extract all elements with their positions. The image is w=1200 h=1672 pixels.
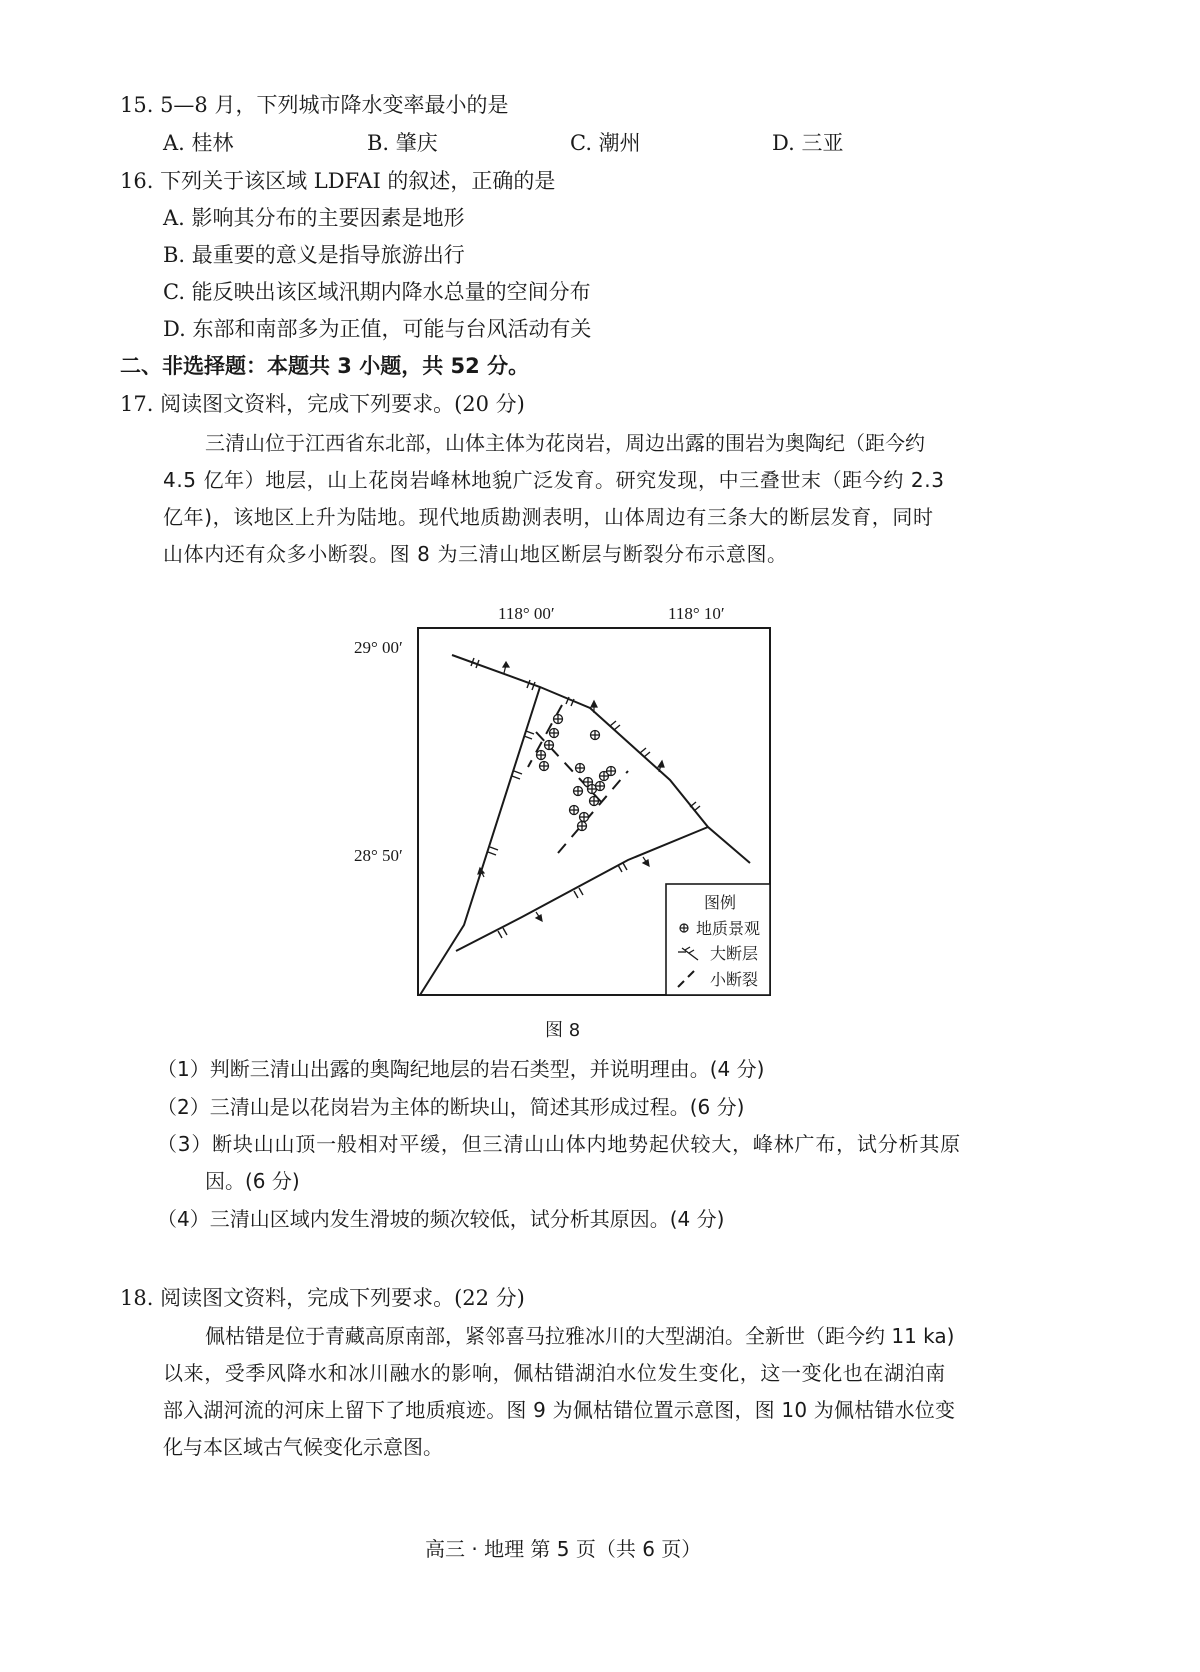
legend-landscape-label: 地质景观 xyxy=(696,919,761,938)
q18-para-line-4: 化与本区域古气候变化示意图。 xyxy=(163,1435,443,1459)
small-fractures xyxy=(528,705,628,853)
q17-para-line-4: 山体内还有众多小断裂。图 8 为三清山地区断层与断裂分布示意图。 xyxy=(163,542,788,566)
figure-8-caption: 图 8 xyxy=(545,1020,581,1041)
landscape-marker xyxy=(540,762,549,771)
page-footer: 高三 · 地理 第 5 页（共 6 页） xyxy=(425,1537,702,1561)
q17-para-line-1: 三清山位于江西省东北部，山体主体为花岗岩，周边出露的围岩为奥陶纪（距今约 xyxy=(205,431,925,455)
landscape-marker xyxy=(550,729,559,738)
figure-8-map xyxy=(340,595,780,1015)
lat-label-29-00: 29° 00′ xyxy=(354,638,403,657)
section-heading: 二、非选择题：本题共 3 小题，共 52 分。 xyxy=(120,354,530,378)
landscape-marker xyxy=(580,813,589,822)
q18-para-line-2: 以来，受季风降水和冰川融水的影响，佩枯错湖泊水位发生变化，这一变化也在湖泊南 xyxy=(163,1361,946,1385)
q18-stem: 18. 阅读图文资料，完成下列要求。(22 分) xyxy=(120,1286,525,1310)
legend-fracture-label: 小断裂 xyxy=(710,970,759,989)
q17-sub-2: （2）三清山是以花岗岩为主体的断块山，简述其形成过程。(6 分) xyxy=(157,1095,745,1119)
landscape-marker xyxy=(574,787,583,796)
q17-sub-1: （1）判断三清山出露的奥陶纪地层的岩石类型，并说明理由。(4 分) xyxy=(157,1057,765,1081)
landscape-marker xyxy=(590,797,599,806)
landscape-marker xyxy=(578,822,587,831)
legend-landscape-icon xyxy=(680,924,688,932)
q17-para-line-2: 4.5 亿年）地层，山上花岗岩峰林地貌广泛发育。研究发现，中三叠世末（距今约 2.3 xyxy=(163,468,945,492)
q15-stem: 15. 5—8 月，下列城市降水变率最小的是 xyxy=(120,93,509,117)
landscape-marker xyxy=(545,741,554,750)
q17-sub-3-cont: 因。(6 分) xyxy=(205,1169,300,1193)
q17-sub-4: （4）三清山区域内发生滑坡的频次较低，试分析其原因。(4 分) xyxy=(157,1207,725,1231)
lat-label-28-50: 28° 50′ xyxy=(354,846,403,865)
q16-stem: 16. 下列关于该区域 LDFAI 的叙述，正确的是 xyxy=(120,169,556,193)
legend-fault-label: 大断层 xyxy=(710,944,759,963)
q18-para-line-1: 佩枯错是位于青藏高原南部，紧邻喜马拉雅冰川的大型湖泊。全新世（距今约 11 ka) xyxy=(205,1324,955,1348)
lon-label-118-10: 118° 10′ xyxy=(668,604,725,623)
q16-option-a: A. 影响其分布的主要因素是地形 xyxy=(163,206,465,230)
landscape-marker xyxy=(554,715,563,724)
fault-north xyxy=(452,655,750,863)
q15-option-c: C. 潮州 xyxy=(570,131,641,155)
q17-para-line-3: 亿年)，该地区上升为陆地。现代地质勘测表明，山体周边有三条大的断层发育，同时 xyxy=(163,505,934,529)
landscape-marker xyxy=(596,782,605,791)
q15-option-a: A. 桂林 xyxy=(163,131,234,155)
fault-west xyxy=(420,687,540,995)
q18-para-line-3: 部入湖河流的河床上留下了地质痕迹。图 9 为佩枯错位置示意图，图 10 为佩枯错水位变 xyxy=(163,1398,956,1422)
landscape-marker xyxy=(537,751,546,760)
landscape-marker xyxy=(607,767,616,776)
q16-option-d: D. 东部和南部多为正值，可能与台风活动有关 xyxy=(163,317,592,341)
q15-option-d: D. 三亚 xyxy=(772,131,844,155)
landscape-marker xyxy=(570,806,579,815)
legend-title: 图例 xyxy=(704,893,737,912)
landscape-marker xyxy=(591,731,600,740)
q17-sub-3: （3）断块山山顶一般相对平缓，但三清山山体内地势起伏较大，峰林广布，试分析其原 xyxy=(157,1132,961,1156)
map-legend xyxy=(666,884,770,995)
lon-label-118-00: 118° 00′ xyxy=(498,604,555,623)
q16-option-c: C. 能反映出该区域汛期内降水总量的空间分布 xyxy=(163,280,591,304)
landscape-marker xyxy=(576,764,585,773)
q16-option-b: B. 最重要的意义是指导旅游出行 xyxy=(163,243,465,267)
q15-option-b: B. 肇庆 xyxy=(367,131,438,155)
q17-stem: 17. 阅读图文资料，完成下列要求。(20 分) xyxy=(120,392,525,416)
